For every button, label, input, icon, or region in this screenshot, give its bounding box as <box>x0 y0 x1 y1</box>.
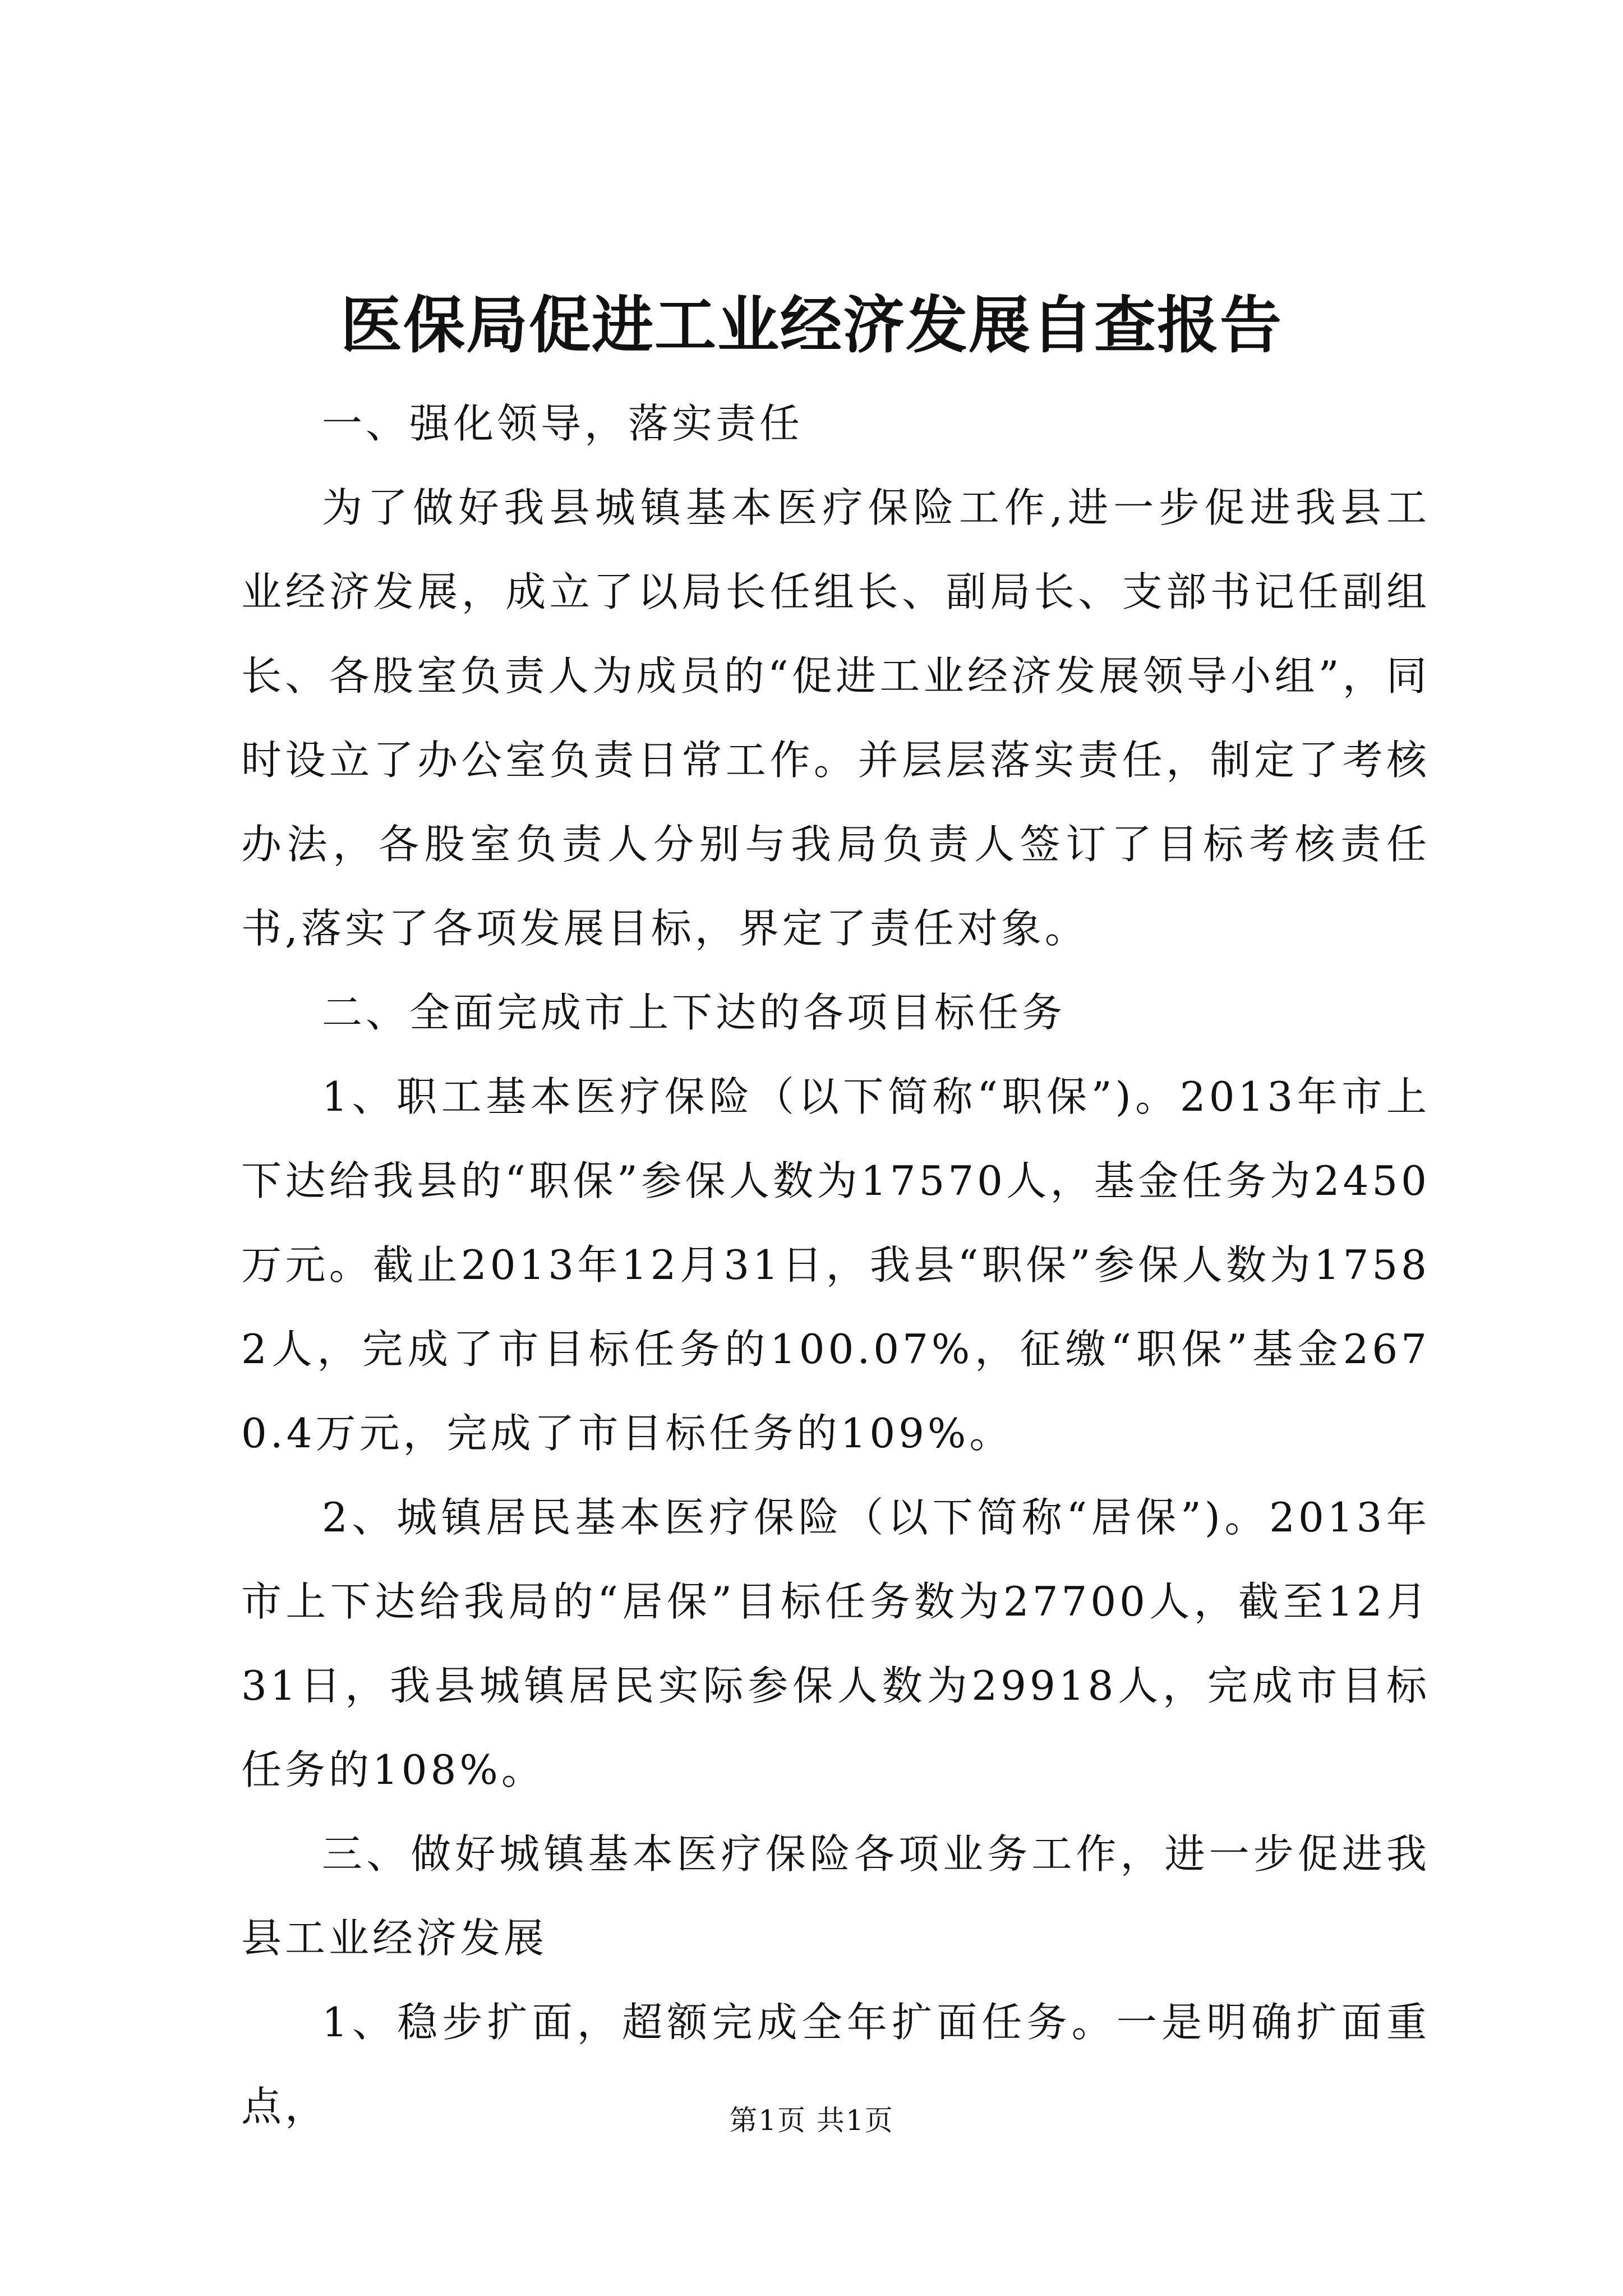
paragraph-expansion: 1、稳步扩面，超额完成全年扩面任务。一是明确扩面重点， <box>241 1999 1430 2130</box>
page-footer <box>0 2101 1623 2140</box>
paragraph-employee-insurance: 1、职工基本医疗保险（以下简称“职保”)。2013年市上下达给我县的“职保”参保人数为17570人，基金任务为2450万元。截止2013年12月31日，我县“职保”参保人数为17582人，完成了市目标任务的100.07%，征缴“职保”基金2670.4万元，完成了市目标任务的109%。 <box>241 1073 1430 1457</box>
section-heading-1: 一、强化领导，落实责任 <box>322 400 804 447</box>
section-heading-2: 二、全面完成市上下达的各项目标任务 <box>322 989 1066 1036</box>
page-number-label: 第1页 共1页 <box>729 2104 894 2137</box>
paragraph-resident-insurance: 2、城镇居民基本医疗保险（以下简称“居保”)。2013年市上下达给我局的“居保”目标任务数为27700人，截至12月31日，我县城镇居民实际参保人数为29918人，完成市目标任务的108%。 <box>241 1494 1430 1793</box>
section-heading-3: 三、做好城镇基本医疗保险各项业务工作，进一步促进我县工业经济发展 <box>241 1830 1430 1962</box>
paragraph-leadership: 为了做好我县城镇基本医疗保险工作,进一步促进我县工业经济发展，成立了以局长任组长、副局长、支部书记任副组长、各股室负责人为成员的“促进工业经济发展领导小组”，同时设立了办公室负责日常工作。并层层落实责任，制定了考核办法，各股室负责人分别与我局负责人签订了目标考核责任书,落实了各项发展目标，界定了责任对象。 <box>241 484 1430 952</box>
document-body <box>241 381 1430 2148</box>
document-title: 医保局促进工业经济发展自查报告 <box>340 289 1283 361</box>
